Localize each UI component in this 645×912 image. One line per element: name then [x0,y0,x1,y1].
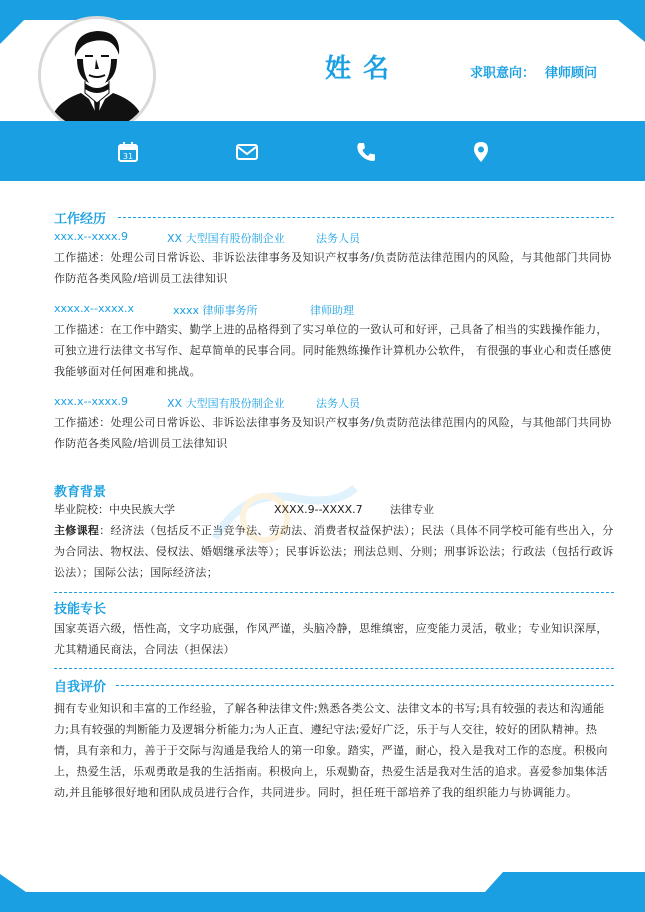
section-divider [118,217,614,218]
job-description: 工作描述：处理公司日常诉讼、非诉讼法律事务及知识产权事务/负责防范法律范围内的风险，与其他部门共同协作防范各类风险/培训员工法律知识 [54,251,612,285]
bottom-left-tab [0,874,26,892]
job-intent [470,62,597,81]
phone-icon [355,141,377,163]
skills-text: 国家英语六级，悟性高，文字功底强，作风严谨，头脑冷静，思维缜密，应变能力灵活，敬业；专业知识深厚，尤其精通民商法，合同法（担保法） [54,622,608,656]
section-title: 工作经历 [54,212,107,227]
top-right-tab [618,20,645,42]
section-header [54,208,614,226]
job-period: xxx.x--xxxx.9 [54,395,129,408]
courses-text: ：经济法（包括反不正当竞争法、劳动法、消费者权益保护法）；民法（具体不同学校可能有些出入，分为合同法、物权法、侵权法、婚姻继承法等）；民事诉讼法；刑法总则、分则；刑事诉讼法；行政法（包括行政诉讼法）；国际公法；国际经济法； [54,524,614,579]
bottom-right-tab [485,872,645,892]
contact-bar [0,121,645,181]
section-title: 技能专长 [54,602,107,617]
section-divider [54,592,614,593]
section-title: 自我评价 [54,680,107,695]
education-period: XXXX.9--XXXX.7 [274,503,363,516]
section-header [54,676,614,694]
job-description: 工作描述：处理公司日常诉讼、非诉讼法律事务及知识产权事务/负责防范法律范围内的风险，与其他部门共同协作防范各类风险/培训员工法律知识 [54,416,612,450]
mail-icon [236,141,258,163]
avatar [38,16,156,134]
watermark-logo [175,478,375,558]
section-divider [54,668,614,669]
bottom-accent-strip [0,892,645,912]
job-description: 工作描述：在工作中踏实、勤学上进的品格得到了实习单位的一致认可和好评，己具备了相当的实践操作能力，可独立进行法律文书写作、起草简单的民事合同。同时能熟练操作计算机办公软件， 有很强的事业心和责任感使我能够面对任何困难和挑战。 [54,323,612,378]
job-intent-value: 律师顾问 [545,66,598,81]
education-major: 法律专业 [390,503,434,516]
job-role: 律师助理 [310,304,354,317]
job-header [54,302,614,318]
job-header [54,395,614,411]
job-company: XX 大型国有股份制企业 [167,397,285,410]
skills-section [54,598,614,669]
job-role: 法务人员 [316,397,360,410]
job-period: xxxx.x--xxxx.x [54,302,135,315]
resume-name: 姓名 [325,54,402,84]
location-icon [470,141,492,163]
top-left-tab [0,20,24,44]
job-period: xxx.x--xxxx.9 [54,230,129,243]
portrait-image [41,19,153,131]
self-evaluation-text: 拥有专业知识和丰富的工作经验，了解各种法律文件;熟悉各类公文、法律文本的书写;具有较强的表达和沟通能力;具有较强的判断能力及逻辑分析能力;为人正直、遵纪守法;爱好广泛，乐于与人交往，较好的团队精神。热情，具有亲和力，善于于交际与沟通是我给人的第一印象。踏实，严谨，耐心，投入是我对工作的态度。积极向上，热爱生活，乐观勇敢是我的生活指南。积极向上，乐观勤奋，热爱生活是我对生活的追求。喜爱参加集体活动,并且能够很好地和团队成员进行合作，共同进步。同时，担任班干部培养了我的组织能力与协调能力。 [54,702,608,799]
job-company: xxxx 律师事务所 [173,304,258,317]
courses-label: 主修课程 [54,524,100,537]
work-experience-section [54,208,614,454]
svg-text:31: 31 [122,152,134,161]
job-company: XX 大型国有股份制企业 [167,232,285,245]
section-divider [116,685,614,686]
section-header [54,598,614,616]
calendar-icon [117,141,139,163]
education-school: 毕业院校：中央民族大学 [54,503,175,516]
job-role: 法务人员 [316,232,360,245]
job-header [54,230,614,246]
section-title: 教育背景 [54,485,107,500]
job-intent-label: 求职意向： [470,66,536,81]
self-evaluation-section [54,676,614,803]
